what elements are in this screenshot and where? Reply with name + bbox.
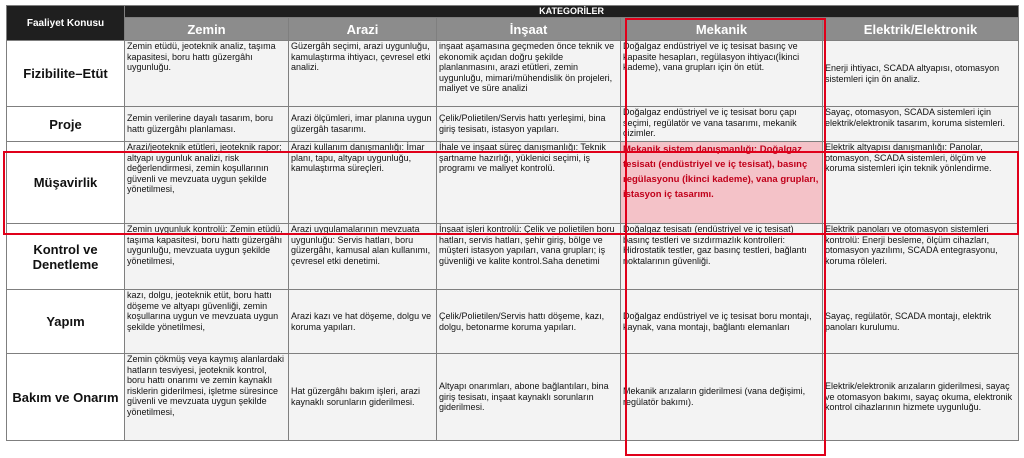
activity-category-table bbox=[6, 5, 1019, 441]
table-cell: İhale ve inşaat süreç danışmanlığı: Teknik şartname hazırlığı, yüklenici seçimi, iş programı ve maliyet kontrolü. bbox=[437, 142, 621, 224]
faaliyet-konusu-header: Faaliyet Konusu bbox=[7, 6, 125, 41]
table-row bbox=[7, 224, 1019, 290]
table-cell: Elektrik panoları ve otomasyon sistemleri kontrolü: Enerji besleme, ölçüm cihazları, otomasyon yazılımı, SCADA entegrasyonu, koruma röleleri. bbox=[823, 224, 1019, 290]
category-header-zemin: Zemin bbox=[125, 18, 289, 41]
table-cell: Zemin etüdü, jeoteknik analiz, taşıma kapasitesi, boru hattı güzergâhı uygunluğu. bbox=[125, 41, 289, 107]
category-header-arazi: Arazi bbox=[289, 18, 437, 41]
table-cell: Arazi/jeoteknik etütleri, jeoteknik rapor; altyapı uygunluk analizi, risk değerlendirmesi, zemin koşullarının güvenli ve mevzuata uygun şekilde yönetilmesi, bbox=[125, 142, 289, 224]
table-cell: Doğalgaz endüstriyel ve iç tesisat boru montajı, kaynak, vana montajı, bağlantı elemanları bbox=[621, 290, 823, 354]
table-cell: Zemin uygunluk kontrolü: Zemin etüdü, taşıma kapasitesi, boru hattı güzergâhı uygunluğu, mevzuata uygun şekilde yönetilmesi, bbox=[125, 224, 289, 290]
table-cell: Doğalgaz endüstriyel ve iç tesisat basınç ve kapasite hesapları, regülasyon ihtiyacı(İkinci kademe), vana grupları için ön etüt. bbox=[621, 41, 823, 107]
row-header-yapim: Yapım bbox=[7, 290, 125, 354]
category-header-mekanik: Mekanik bbox=[621, 18, 823, 41]
table-cell: Sayaç, regülatör, SCADA montajı, elektrik panoları kurulumu. bbox=[823, 290, 1019, 354]
row-header-bakim: Bakım ve Onarım bbox=[7, 354, 125, 441]
table-cell: Arazi ölçümleri, imar planına uygun güzergâh tasarımı. bbox=[289, 107, 437, 142]
category-header-insaat: İnşaat bbox=[437, 18, 621, 41]
table-cell: Mekanik arızaların giderilmesi (vana değişimi, regülatör bakımı). bbox=[621, 354, 823, 441]
table-cell: Sayaç, otomasyon, SCADA sistemleri için elektrik/elektronik tasarım, koruma sistemleri. bbox=[823, 107, 1019, 142]
table-row bbox=[7, 290, 1019, 354]
row-header-fizibilite: Fizibilite–Etüt bbox=[7, 41, 125, 107]
table-cell: Zemin çökmüş veya kaymış alanlardaki hatların tesviyesi, jeoteknik kontrol, boru hattı onarımı ve zemin kaynaklı risklerin giderilmesi, işletme süresince güvenli ve mevzuata uygun şekilde yönetilmesi, bbox=[125, 354, 289, 441]
table-cell: Enerji ihtiyacı, SCADA altyapısı, otomasyon sistemleri için ön analiz. bbox=[823, 41, 1019, 107]
table-row bbox=[7, 107, 1019, 142]
table-cell: Güzergâh seçimi, arazi uygunluğu, kamulaştırma ihtiyacı, çevresel etki analizi. bbox=[289, 41, 437, 107]
table-cell: Zemin verilerine dayalı tasarım, boru hattı güzergâhı planlaması. bbox=[125, 107, 289, 142]
table-cell: Hat güzergâhı bakım işleri, arazi kaynaklı sorunların giderilmesi. bbox=[289, 354, 437, 441]
table-cell: Çelik/Polietilen/Servis hattı döşeme, kazı, dolgu, betonarme koruma yapıları. bbox=[437, 290, 621, 354]
table-cell: Doğalgaz tesisatı (endüstriyel ve iç tesisat) basınç testleri ve sızdırmazlık kontrolleri: Hidrostatik testler, gaz basınç testleri, bağlantı noktalarının güvenliği. bbox=[621, 224, 823, 290]
table-cell: İnşaat işleri kontrolü: Çelik ve polietilen boru hatları, servis hatları, şehir giriş, bölge ve müşteri istasyon yapıları, vana grupları; iş güvenliği ve kalite kontrol.Saha denetimi bbox=[437, 224, 621, 290]
table-cell: Çelik/Polietilen/Servis hattı yerleşimi, bina giriş tesisatı, istasyon yapıları. bbox=[437, 107, 621, 142]
table-cell: Doğalgaz endüstriyel ve iç tesisat boru çapı seçimi, regülatör ve vana tasarımı, mekanik çizimler. bbox=[621, 107, 823, 142]
highlighted-cell-mekanik-musavirlik: Mekanik sistem danışmanlığı: Doğalgaz tesisatı (endüstriyel ve iç tesisat), basınç regülasyonu (İkinci kademe), vana grupları, istasyon iç tasarımı. bbox=[621, 142, 823, 224]
table-cell: Arazi uygulamalarının mevzuata uygunluğu: Servis hatları, boru güzergâhı, kamusal alan kullanımı, çevresel etki denetimi. bbox=[289, 224, 437, 290]
table-cell: Elektrik/elektronik arızaların giderilmesi, sayaç ve otomasyon bakımı, sayaç okuma, elektronik kontrol cihazlarının hizmete uygunluğu. bbox=[823, 354, 1019, 441]
table-row bbox=[7, 354, 1019, 441]
row-header-musavirlik: Müşavirlik bbox=[7, 142, 125, 224]
table-cell: inşaat aşamasına geçmeden önce teknik ve ekonomik açıdan doğru şekilde planlanmasını, arazi etütleri, zemin uygunluğu, mimari/mühendislik ön projeleri, maliyet ve süre analizi bbox=[437, 41, 621, 107]
table-row bbox=[7, 41, 1019, 107]
table-cell: kazı, dolgu, jeoteknik etüt, boru hattı döşeme ve altyapı güvenliği, zemin koşullarına uygun ve mevzuata uygun şekilde yönetilmesi, bbox=[125, 290, 289, 354]
table-cell: Altyapı onarımları, abone bağlantıları, bina giriş tesisatı, inşaat kaynaklı sorunların giderilmesi. bbox=[437, 354, 621, 441]
table-cell: Arazi kazı ve hat döşeme, dolgu ve koruma yapıları. bbox=[289, 290, 437, 354]
table-row bbox=[7, 142, 1019, 224]
category-header-elektrik: Elektrik/Elektronik bbox=[823, 18, 1019, 41]
row-header-proje: Proje bbox=[7, 107, 125, 142]
kategoriler-header: KATEGORİLER bbox=[125, 6, 1019, 18]
table-cell: Elektrik altyapısı danışmanlığı: Panolar, otomasyon, SCADA sistemleri, ölçüm ve koruma sistemleri için teknik yönlendirme. bbox=[823, 142, 1019, 224]
table-cell: Arazi kullanım danışmanlığı: İmar planı, tapu, altyapı uygunluğu, kamulaştırma süreçleri. bbox=[289, 142, 437, 224]
row-header-kontrol: Kontrol ve Denetleme bbox=[7, 224, 125, 290]
